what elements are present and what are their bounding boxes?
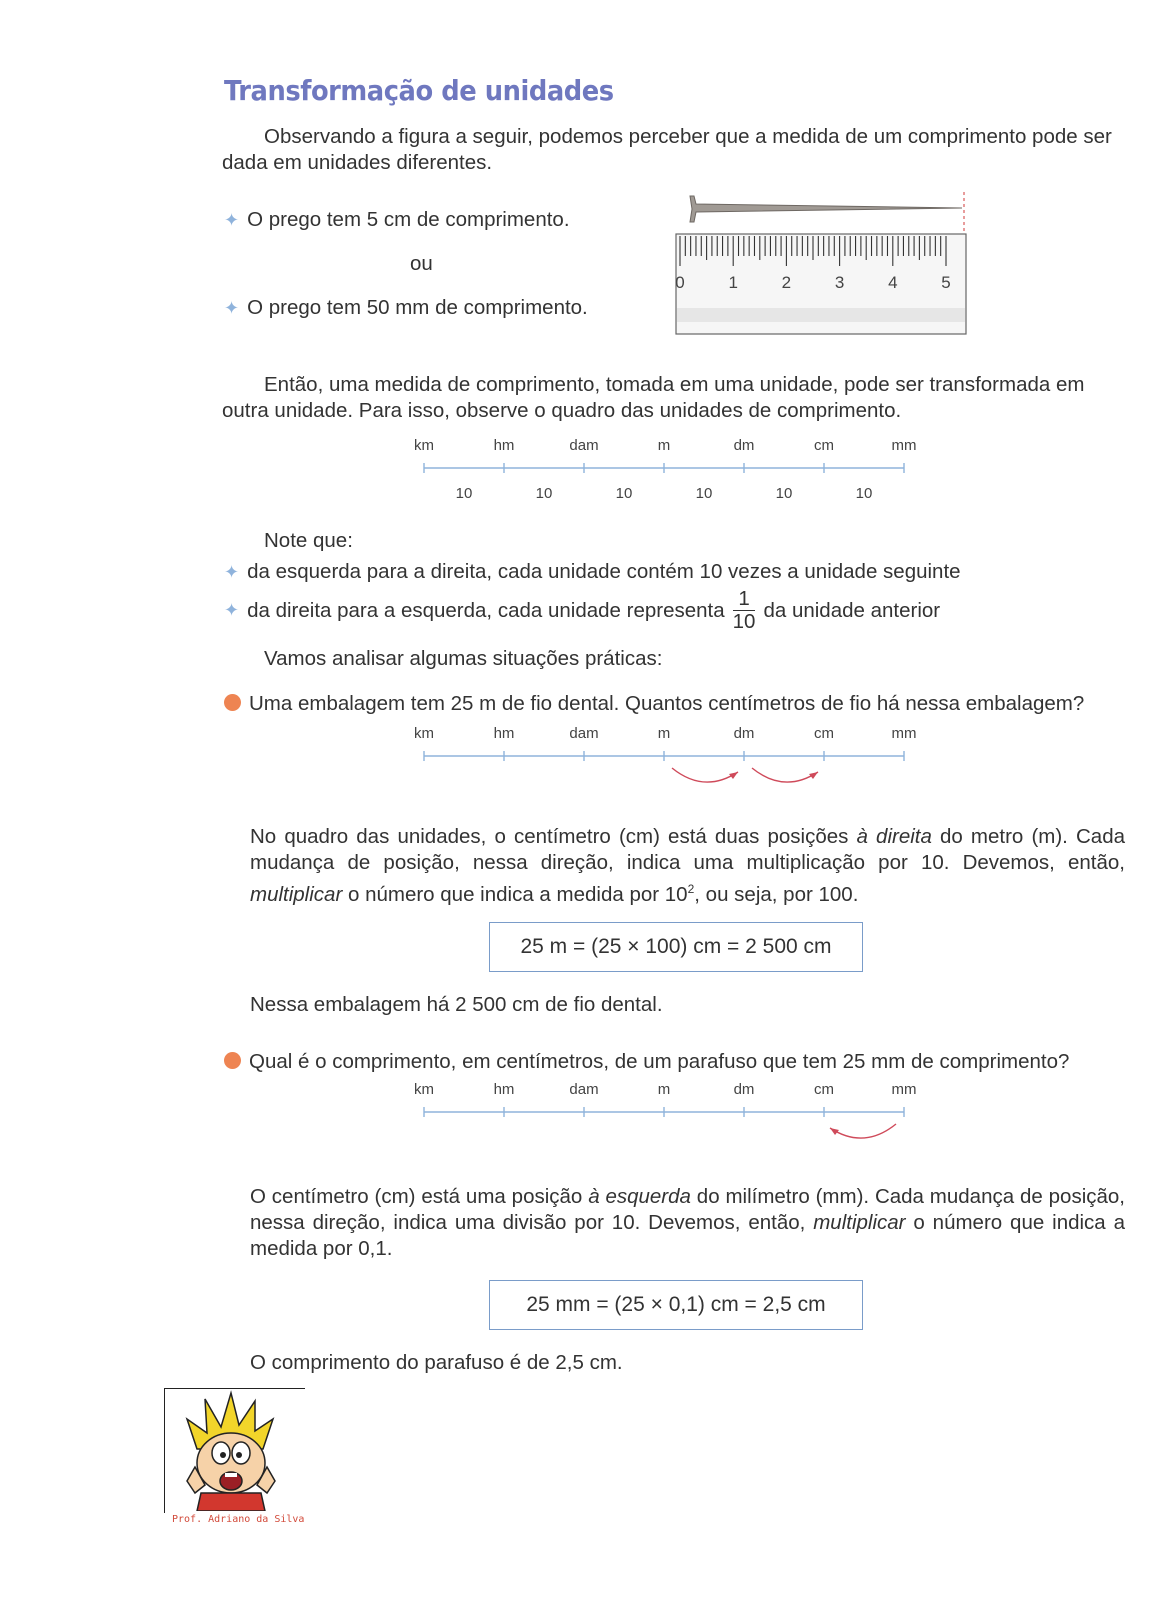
nail-or: ou [410,252,433,275]
formula-box-2: 25 mm = (25 × 0,1) cm = 2,5 cm [489,1280,863,1330]
unit-label-dm: dm [733,1081,755,1098]
cartoon-frame [164,1388,305,1513]
practical-heading: Vamos analisar algumas situações práticas: [264,647,663,670]
then-paragraph: Então, uma medida de comprimento, tomada em uma unidade, pode ser transformada em outra unidade. Para isso, observe o quadro das unidades de comprimento. [222,373,1085,422]
nail-line-1: ✦ O prego tem 5 cm de comprimento. [224,208,570,231]
conversion-arrow [672,768,738,782]
ruler-number: 1 [728,273,738,292]
factor-label: 10 [455,485,473,502]
unit-label-cm: cm [814,1081,834,1098]
arrow-head-icon [830,1128,839,1135]
answer-1-paragraph: No quadro das unidades, o centímetro (cm) está duas posições à direita do metro (m). Cada mudança de posição, nessa direção, indica uma multiplicação por 10. Devemos, então, multiplicar o número que indica a medida por $10^2$, ou seja, por 100. [250,825,1126,906]
unit-scale-q2 [400,1081,940,1158]
unit-label-km: km [414,725,434,742]
answer-1-conclusion: Nessa embalagem há 2 500 cm de fio dental. [250,993,663,1016]
unit-label-cm: cm [814,437,834,454]
star-bullet-icon: ✦ [224,210,240,230]
note-heading: Note que: [264,529,353,552]
unit-label-km: km [414,437,434,454]
question-1: Uma embalagem tem 25 m de fio dental. Quantos centímetros de fio há nessa embalagem? [224,692,1084,716]
unit-label-cm: cm [814,725,834,742]
factor-label: 10 [775,485,793,502]
unit-label-m: m [657,1081,671,1098]
credit-text: Prof. Adriano da Silva [172,1514,305,1525]
unit-label-km: km [414,1081,434,1098]
ruler-number: 3 [834,273,845,292]
orange-bullet-icon [224,694,241,711]
unit-label-dam: dam [569,1081,599,1098]
ruler-number: 4 [888,273,898,292]
unit-label-dm: dm [733,437,755,454]
surprised-boy-cartoon-icon [165,1389,303,1511]
fraction-one-tenth: $\frac{1}{10}$ [732,587,756,633]
page-title: Transformação de unidades [224,74,614,107]
intro-paragraph: Observando a figura a seguir, podemos perceber que a medida de um comprimento pode ser dada em unidades diferentes. [222,125,1112,174]
question-2: Qual é o comprimento, em centímetros, de um parafuso que tem 25 mm de comprimento? [224,1050,1069,1074]
unit-label-dam: dam [569,437,599,454]
unit-label-m: m [657,437,671,454]
unit-label-hm: hm [493,437,515,454]
ruler-number: 5 [941,273,951,292]
note-right-to-left: ✦ da direita para a esquerda, cada unidade representa $\frac{1}{10}$ da unidade anterior [224,587,941,633]
unit-scale-q1 [400,725,940,798]
unit-label-hm: hm [493,725,515,742]
unit-scale-factors [400,437,940,510]
star-bullet-icon: ✦ [224,562,240,582]
conversion-arrow [830,1124,896,1138]
unit-label-mm: mm [891,437,917,454]
ruler [675,234,966,334]
star-bullet-icon: ✦ [224,600,240,620]
conversion-arrow [752,768,818,782]
arrow-head-icon [729,772,738,779]
unit-label-m: m [657,725,671,742]
answer-2-paragraph: O centímetro (cm) está uma posição à esquerda do milímetro (mm). Cada mudança de posição, nessa direção, indica uma divisão por 10. Devemos, então, multiplicar o número que indica a medida por 0,1. [250,1185,1125,1260]
unit-label-mm: mm [891,1081,917,1098]
star-bullet-icon: ✦ [224,298,240,318]
ruler-number: 0 [675,273,685,292]
answer-2-conclusion: O comprimento do parafuso é de 2,5 cm. [250,1351,623,1374]
nail-line-2: ✦ O prego tem 50 mm de comprimento. [224,296,588,319]
unit-label-hm: hm [493,1081,515,1098]
factor-label: 10 [535,485,553,502]
formula-box-1: 25 m = (25 × 100) cm = 2 500 cm [489,922,863,972]
orange-bullet-icon [224,1052,241,1069]
unit-label-dm: dm [733,725,755,742]
arrow-head-icon [809,772,818,779]
unit-label-dam: dam [569,725,599,742]
nail-icon [690,192,964,236]
note-left-to-right: ✦ da esquerda para a direita, cada unidade contém 10 vezes a unidade seguinte [224,560,961,583]
nail-ruler-illustration [672,188,982,348]
factor-label: 10 [615,485,633,502]
ruler-number: 2 [781,273,792,292]
factor-label: 10 [855,485,873,502]
unit-label-mm: mm [891,725,917,742]
factor-label: 10 [695,485,713,502]
